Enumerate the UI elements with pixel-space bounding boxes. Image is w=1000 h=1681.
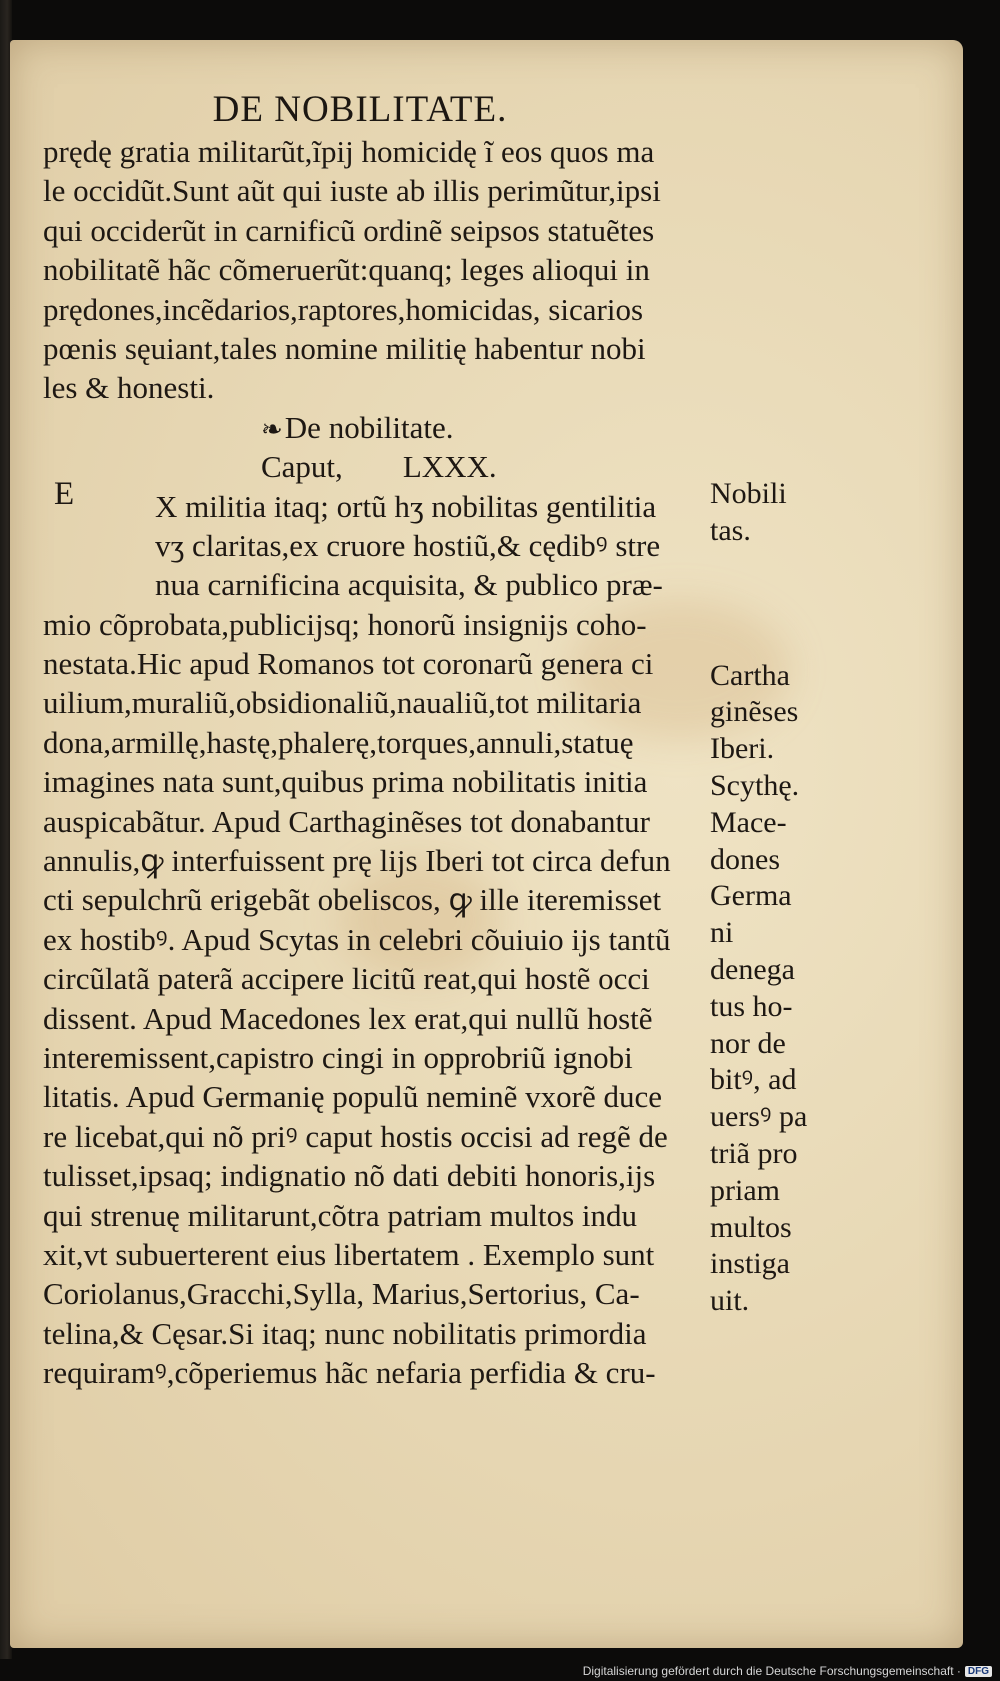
chapter-title xyxy=(43,408,763,447)
text-line: auspicabãtur. Apud Carthaginẽses tot donabantur xyxy=(43,803,650,839)
text-line: prędones,incẽdarios,raptores,homicidas, sicarios xyxy=(43,291,644,327)
text-line: qui occiderũt in carnificũ ordinẽ seipsos statuẽtes xyxy=(43,212,655,248)
text-line: telina,& Cęsar.Si itaq; nunc nobilitatis primordia xyxy=(43,1315,647,1351)
text-line: interemissent,capistro cingi in opprobriũ ignobi xyxy=(43,1039,633,1075)
margin-note: uersꝰ pa xyxy=(710,1100,808,1134)
text-line: X militia itaq; ortũ hʒ nobilitas gentilitia xyxy=(155,488,657,524)
text-line: xit,vt subuerterent eius libertatem . Exemplo sunt xyxy=(43,1236,655,1272)
margin-note: Nobili xyxy=(710,477,787,510)
margin-note: multos xyxy=(710,1210,792,1244)
footer-bar xyxy=(0,1659,1000,1681)
text-line: dissent. Apud Macedones lex erat,qui nullũ hostẽ xyxy=(43,1000,653,1036)
credit-text: Digitalisierung gefördert durch die Deutsche Forschungsgemeinschaft · xyxy=(582,1664,961,1678)
running-head: DE NOBILITATE. xyxy=(212,89,508,130)
margin-note: ginẽses xyxy=(710,695,799,729)
text-line: dona,armillę,hastę,phalerę,torques,annuli,statuę xyxy=(43,724,634,760)
text-line: annulis,ꝙ interfuissent prę lijs Iberi tot circa defun xyxy=(43,843,671,879)
margin-note: bitꝰ, ad xyxy=(710,1063,797,1097)
text-line: re licebat,qui nõ priꝰ caput hostis occisi ad regẽ de xyxy=(43,1118,668,1154)
drop-initial: E xyxy=(54,476,75,512)
margin-note: uit. xyxy=(710,1284,750,1318)
caput-label: Caput, xyxy=(261,449,343,485)
margin-note: tus ho- xyxy=(710,989,793,1023)
text-line: pœnis sęuiant,tales nomine militię habentur nobi xyxy=(43,330,646,366)
text-line: imagines nata sunt,quibus prima nobilitatis initia xyxy=(43,764,648,800)
book-page xyxy=(10,40,963,1648)
text-line: le occidũt.Sunt aũt qui iuste ab illis perimũtur,ipsi xyxy=(43,173,661,209)
margin-note: Cartha xyxy=(710,658,790,692)
margin-note: tas. xyxy=(710,513,751,547)
chapter-number xyxy=(43,447,763,486)
text-line: cti sepulchrũ erigebãt obeliscos, ꝙ ille iteremisset xyxy=(43,882,662,918)
text-line: requiramꝰ,cõperiemus hãc nefaria perfidia & cru- xyxy=(43,1355,656,1391)
fleuron-icon: ❧ xyxy=(261,414,283,444)
text-line: uilium,muraliũ,obsidionaliũ,naualiũ,tot militaria xyxy=(43,685,642,721)
text-line: prędę gratia militarũt,ĩpij homicidę ĩ eos quos ma xyxy=(43,134,655,169)
text-line: qui strenuę militarunt,cõtra patriam multos indu xyxy=(43,1197,638,1233)
margin-note: Mace- xyxy=(710,805,787,839)
text-line: mio cõprobata,publicijsq; honorũ insignijs coho- xyxy=(43,606,647,642)
chapter-title-text: De nobilitate. xyxy=(284,409,454,445)
text-line: litatis. Apud Germanię populũ neminẽ vxorẽ duce xyxy=(43,1079,662,1115)
text-line: les & honesti. xyxy=(43,370,215,406)
text-line: ex hostibꝰ. Apud Scytas in celebri cõuiuio ijs tantũ xyxy=(43,921,671,957)
margin-note: instiga xyxy=(710,1247,790,1281)
margin-note: ni xyxy=(710,916,734,950)
margin-note: Germa xyxy=(710,879,792,913)
digitization-credit xyxy=(583,1664,992,1678)
text-line: nestata.Hic apud Romanos tot coronarũ genera ci xyxy=(43,646,654,682)
margin-note: Scythę. xyxy=(710,768,800,802)
text-line: Coriolanus,Gracchi,Sylla, Marius,Sertorius, Ca- xyxy=(43,1276,640,1312)
margin-note: denega xyxy=(710,952,795,986)
marginalia xyxy=(710,476,820,1320)
margin-note: triã pro xyxy=(710,1136,798,1170)
margin-note: nor de xyxy=(710,1026,786,1060)
margin-note: Iberi. xyxy=(710,732,775,766)
text-line: circũlatã paterã accipere licitũ reat,qui hostẽ occi xyxy=(43,961,650,997)
text-line: vʒ claritas,ex cruore hostiũ,& cędibꝰ stre xyxy=(155,527,661,563)
caput-number: LXXX. xyxy=(402,449,497,485)
text-line: nobilitatẽ hãc cõmeruerũt:quanq; leges alioqui in xyxy=(43,252,650,288)
margin-note: priam xyxy=(710,1173,780,1207)
dfg-logo: DFG xyxy=(965,1666,992,1677)
text-line: tulisset,ipsaq; indignatio nõ dati debiti honoris,ijs xyxy=(43,1158,656,1194)
text-line: nua carnificina acquisita, & publico præ- xyxy=(155,567,663,603)
margin-note: dones xyxy=(710,842,780,876)
body-text xyxy=(43,132,763,1393)
